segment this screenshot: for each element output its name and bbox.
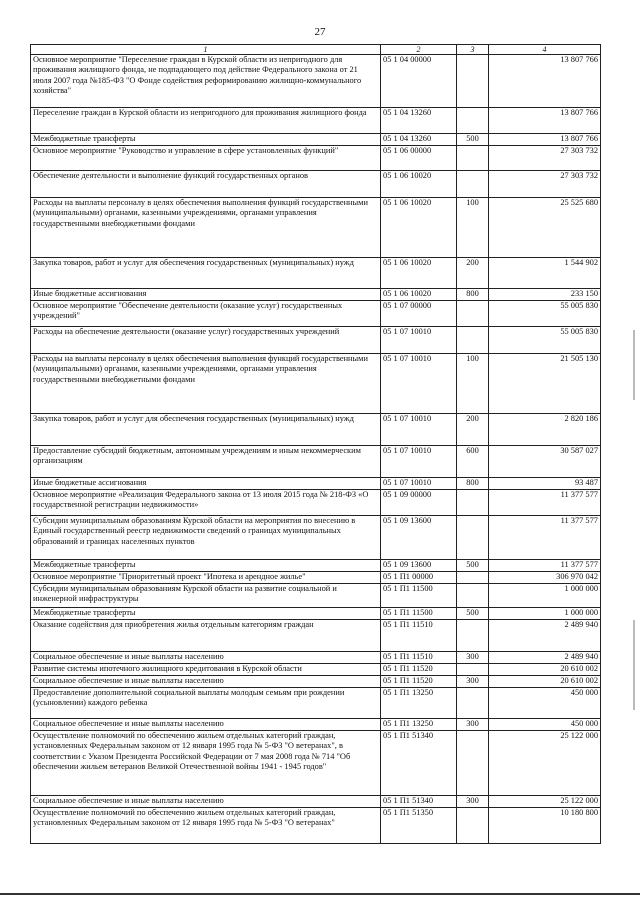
row-name-cell: Расходы на выплаты персоналу в целях обеспечения выполнения функций государственными (муниципальными) органами, казенными учреждениями, органами управления государственными внебюджетными фондами <box>31 354 381 414</box>
page-bottom-edge <box>0 893 640 895</box>
row-amount-cell: 13 807 766 <box>489 55 601 108</box>
row-name-cell: Закупка товаров, работ и услуг для обеспечения государственных (муниципальных) нужд <box>31 258 381 289</box>
row-name-cell: Межбюджетные трансферты <box>31 608 381 620</box>
row-type-cell <box>457 620 489 652</box>
row-type-cell <box>457 108 489 134</box>
row-code-cell: 05 1 06 10020 <box>381 289 457 301</box>
row-amount-cell: 2 489 940 <box>489 652 601 664</box>
row-code-cell: 05 1 П1 13250 <box>381 688 457 719</box>
table-row <box>31 796 601 808</box>
row-type-cell: 300 <box>457 796 489 808</box>
row-amount-cell: 93 487 <box>489 478 601 490</box>
row-code-cell: 05 1 П1 11510 <box>381 620 457 652</box>
row-code-cell: 05 1 07 10010 <box>381 327 457 354</box>
row-amount-cell: 20 610 002 <box>489 676 601 688</box>
row-amount-cell: 55 005 830 <box>489 301 601 327</box>
row-code-cell: 05 1 П1 11500 <box>381 584 457 608</box>
table-row <box>31 688 601 719</box>
table-row <box>31 198 601 258</box>
table-row <box>31 808 601 844</box>
row-amount-cell: 11 377 577 <box>489 560 601 572</box>
row-amount-cell: 10 180 800 <box>489 808 601 844</box>
row-name-cell: Иные бюджетные ассигнования <box>31 478 381 490</box>
row-type-cell <box>457 146 489 171</box>
row-amount-cell: 21 505 130 <box>489 354 601 414</box>
row-type-cell <box>457 516 489 560</box>
row-code-cell: 05 1 04 13260 <box>381 134 457 146</box>
row-code-cell: 05 1 П1 00000 <box>381 572 457 584</box>
row-name-cell: Основное мероприятие "Обеспечение деятельности (оказание услуг) государственных учреждений" <box>31 301 381 327</box>
row-amount-cell: 13 807 766 <box>489 134 601 146</box>
row-amount-cell: 55 005 830 <box>489 327 601 354</box>
row-type-cell <box>457 301 489 327</box>
row-code-cell: 05 1 04 00000 <box>381 55 457 108</box>
table-row <box>31 134 601 146</box>
row-amount-cell: 1 000 000 <box>489 608 601 620</box>
row-name-cell: Развитие системы ипотечного жилищного кредитования в Курской области <box>31 664 381 676</box>
row-amount-cell: 233 150 <box>489 289 601 301</box>
row-code-cell: 05 1 09 13600 <box>381 560 457 572</box>
row-name-cell: Предоставление субсидий бюджетным, автономным учреждениям и иным некоммерческим организациям <box>31 446 381 478</box>
table-row <box>31 584 601 608</box>
table-row <box>31 146 601 171</box>
row-code-cell: 05 1 П1 51340 <box>381 796 457 808</box>
row-code-cell: 05 1 П1 51340 <box>381 731 457 796</box>
row-name-cell: Социальное обеспечение и иные выплаты населению <box>31 676 381 688</box>
row-type-cell <box>457 664 489 676</box>
table-header-row <box>31 45 601 55</box>
row-code-cell: 05 1 07 00000 <box>381 301 457 327</box>
row-name-cell: Переселение граждан в Курской области из непригодного для проживания жилищного фонда <box>31 108 381 134</box>
row-code-cell: 05 1 07 10010 <box>381 478 457 490</box>
row-type-cell <box>457 808 489 844</box>
table-row <box>31 560 601 572</box>
row-name-cell: Субсидии муниципальным образованиям Курской области на мероприятия по внесению в Единый государственный реестр недвижимости сведений о границах муниципальных образований и границах населенных пунктов <box>31 516 381 560</box>
table-row <box>31 478 601 490</box>
row-code-cell: 05 1 П1 13250 <box>381 719 457 731</box>
table-row <box>31 572 601 584</box>
row-code-cell: 05 1 09 13600 <box>381 516 457 560</box>
row-type-cell <box>457 688 489 719</box>
table-row <box>31 258 601 289</box>
table-row <box>31 676 601 688</box>
row-name-cell: Осуществление полномочий по обеспечению жильем отдельных категорий граждан, установленных Федеральным законом от 12 января 1995 года № 5-ФЗ "О ветеранах", в соответствии с Указом Президента Российской Федерации от 7 мая 2008 года № 714 "Об обеспечении жильем ветеранов Великой Отечественной войны 1941 - 1945 годов" <box>31 731 381 796</box>
table-row <box>31 719 601 731</box>
table-row <box>31 490 601 516</box>
header-amount: 4 <box>489 45 601 55</box>
row-amount-cell: 450 000 <box>489 719 601 731</box>
table-row <box>31 108 601 134</box>
row-name-cell: Основное мероприятие "Переселение граждан в Курской области из непригодного для проживания жилищного фонда, не подпадающего под действие Федерального закона от 21 июля 2007 года №185-ФЗ "О Фонде содействия реформированию жилищно-коммунального хозяйства" <box>31 55 381 108</box>
row-type-cell: 300 <box>457 719 489 731</box>
table-row <box>31 301 601 327</box>
row-code-cell: 05 1 04 13260 <box>381 108 457 134</box>
row-code-cell: 05 1 П1 51350 <box>381 808 457 844</box>
header-type: 3 <box>457 45 489 55</box>
row-amount-cell: 450 000 <box>489 688 601 719</box>
row-name-cell: Предоставление дополнительной социальной выплаты молодым семьям при рождении (усыновлении) каждого ребенка <box>31 688 381 719</box>
table-row <box>31 171 601 198</box>
row-code-cell: 05 1 06 10020 <box>381 258 457 289</box>
row-type-cell <box>457 572 489 584</box>
row-type-cell: 800 <box>457 478 489 490</box>
row-amount-cell: 30 587 027 <box>489 446 601 478</box>
row-amount-cell: 1 000 000 <box>489 584 601 608</box>
row-type-cell <box>457 171 489 198</box>
row-name-cell: Основное мероприятие "Руководство и управление в сфере установленных функций" <box>31 146 381 171</box>
row-amount-cell: 306 970 042 <box>489 572 601 584</box>
row-type-cell: 500 <box>457 608 489 620</box>
row-code-cell: 05 1 07 10010 <box>381 446 457 478</box>
row-name-cell: Межбюджетные трансферты <box>31 560 381 572</box>
row-type-cell: 300 <box>457 652 489 664</box>
table-row <box>31 620 601 652</box>
row-name-cell: Осуществление полномочий по обеспечению жильем отдельных категорий граждан, установленных Федеральным законом от 12 января 1995 года № 5-ФЗ "О ветеранах" <box>31 808 381 844</box>
row-amount-cell: 1 544 902 <box>489 258 601 289</box>
row-amount-cell: 25 122 000 <box>489 731 601 796</box>
row-code-cell: 05 1 П1 11500 <box>381 608 457 620</box>
row-code-cell: 05 1 07 10010 <box>381 414 457 446</box>
row-amount-cell: 11 377 577 <box>489 516 601 560</box>
row-amount-cell: 25 525 680 <box>489 198 601 258</box>
row-type-cell: 200 <box>457 258 489 289</box>
row-amount-cell: 13 807 766 <box>489 108 601 134</box>
row-code-cell: 05 1 09 00000 <box>381 490 457 516</box>
table-row <box>31 327 601 354</box>
table-row <box>31 446 601 478</box>
row-name-cell: Социальное обеспечение и иные выплаты населению <box>31 719 381 731</box>
row-code-cell: 05 1 06 00000 <box>381 146 457 171</box>
table-row <box>31 414 601 446</box>
table-row <box>31 664 601 676</box>
row-name-cell: Обеспечение деятельности и выполнение функций государственных органов <box>31 171 381 198</box>
table-row <box>31 652 601 664</box>
row-amount-cell: 11 377 577 <box>489 490 601 516</box>
budget-table <box>30 44 601 844</box>
row-type-cell <box>457 584 489 608</box>
row-code-cell: 05 1 06 10020 <box>381 171 457 198</box>
row-amount-cell: 2 820 186 <box>489 414 601 446</box>
row-name-cell: Основное мероприятие "Приоритетный проект "Ипотека и арендное жилье" <box>31 572 381 584</box>
page-number: 27 <box>314 26 326 38</box>
row-amount-cell: 2 489 940 <box>489 620 601 652</box>
table-body <box>31 55 601 844</box>
table-row <box>31 608 601 620</box>
row-code-cell: 05 1 П1 11520 <box>381 676 457 688</box>
row-type-cell: 500 <box>457 134 489 146</box>
row-type-cell <box>457 731 489 796</box>
scan-margin-mark <box>633 330 635 400</box>
table-row <box>31 55 601 108</box>
row-type-cell <box>457 327 489 354</box>
row-type-cell: 300 <box>457 676 489 688</box>
row-amount-cell: 27 303 732 <box>489 146 601 171</box>
row-amount-cell: 27 303 732 <box>489 171 601 198</box>
row-name-cell: Основное мероприятие «Реализация Федерального закона от 13 июля 2015 года № 218-ФЗ «О государственной регистрации недвижимости» <box>31 490 381 516</box>
table-row <box>31 289 601 301</box>
row-code-cell: 05 1 07 10010 <box>381 354 457 414</box>
row-name-cell: Субсидии муниципальным образованиям Курской области на развитие социальной и инженерной инфраструктуры <box>31 584 381 608</box>
row-code-cell: 05 1 П1 11510 <box>381 652 457 664</box>
row-type-cell: 100 <box>457 198 489 258</box>
header-name: 1 <box>31 45 381 55</box>
row-name-cell: Межбюджетные трансферты <box>31 134 381 146</box>
table-row <box>31 731 601 796</box>
row-name-cell: Оказание содействия для приобретения жилья отдельным категориям граждан <box>31 620 381 652</box>
scan-margin-mark <box>633 620 635 710</box>
row-amount-cell: 20 610 002 <box>489 664 601 676</box>
row-name-cell: Расходы на выплаты персоналу в целях обеспечения выполнения функций государственными (муниципальными) органами, казенными учреждениями, органами управления государственными внебюджетными фондами <box>31 198 381 258</box>
row-code-cell: 05 1 П1 11520 <box>381 664 457 676</box>
row-type-cell <box>457 490 489 516</box>
row-name-cell: Социальное обеспечение и иные выплаты населению <box>31 652 381 664</box>
row-name-cell: Социальное обеспечение и иные выплаты населению <box>31 796 381 808</box>
row-name-cell: Закупка товаров, работ и услуг для обеспечения государственных (муниципальных) нужд <box>31 414 381 446</box>
row-code-cell: 05 1 06 10020 <box>381 198 457 258</box>
row-type-cell <box>457 55 489 108</box>
table-row <box>31 516 601 560</box>
row-name-cell: Иные бюджетные ассигнования <box>31 289 381 301</box>
row-type-cell: 600 <box>457 446 489 478</box>
row-type-cell: 200 <box>457 414 489 446</box>
row-amount-cell: 25 122 000 <box>489 796 601 808</box>
header-code: 2 <box>381 45 457 55</box>
table-row <box>31 354 601 414</box>
row-type-cell: 500 <box>457 560 489 572</box>
row-type-cell: 100 <box>457 354 489 414</box>
row-type-cell: 800 <box>457 289 489 301</box>
row-name-cell: Расходы на обеспечение деятельности (оказание услуг) государственных учреждений <box>31 327 381 354</box>
